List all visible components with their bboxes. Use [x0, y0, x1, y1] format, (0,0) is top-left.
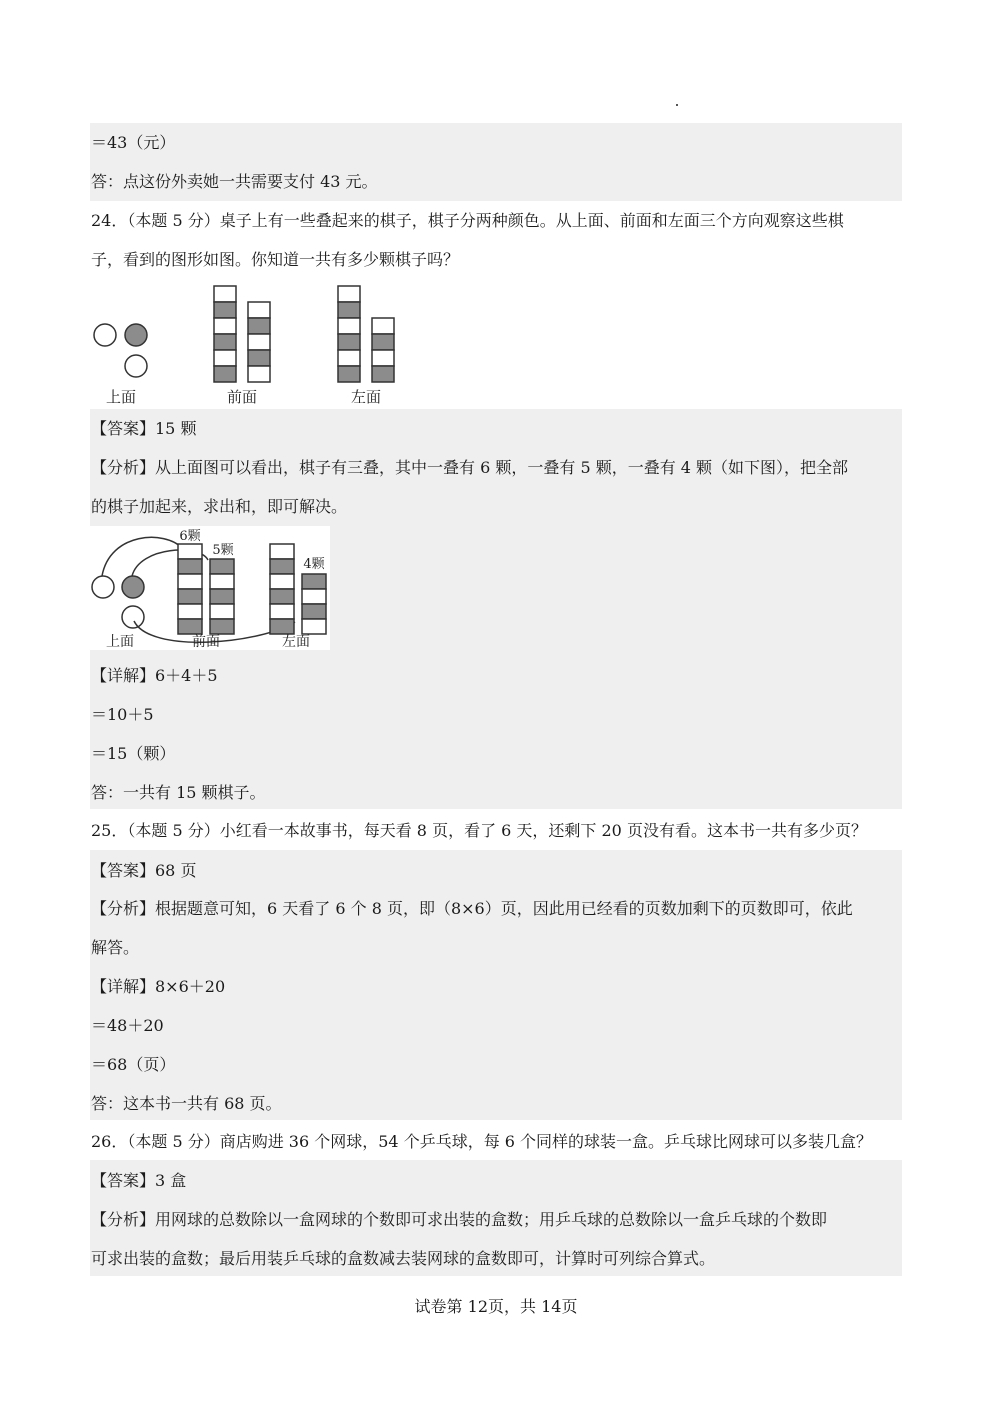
left-view-label: 左面 — [350, 388, 382, 406]
top-view-label: 上面 — [105, 388, 137, 406]
front-view-label: 前面 — [192, 634, 220, 650]
top-view-piece-gray — [125, 324, 147, 346]
q24-stem-line2: 子，看到的图形如图。你知道一共有多少颗棋子吗？ — [91, 250, 460, 269]
left-view — [338, 286, 394, 382]
q26-analysis-line1: 【分析】用网球的总数除以一盒网球的个数即可求出装的盒数；用乒乓球的总数除以一盒乒乓球的个数即 — [91, 1210, 828, 1229]
q25-conclusion: 答：这本书一共有 68 页。 — [91, 1094, 282, 1113]
q24-analysis-line2: 的棋子加起来，求出和，即可解决。 — [91, 497, 348, 516]
count-label-6: 6颗 — [179, 529, 201, 544]
top-view-piece-gray — [122, 576, 144, 598]
q25-detail-line1: 【详解】8×6＋20 — [91, 977, 226, 996]
q24-stem-line1: 24．（本题 5 分）桌子上有一些叠起来的棋子，棋子分两种颜色。从上面、前面和左面三个方向观察这些棋 — [91, 211, 844, 230]
top-view-piece-white — [122, 606, 144, 628]
front-view — [214, 286, 270, 382]
top-view-piece-white — [125, 355, 147, 377]
q25-analysis-line1: 【分析】根据题意可知，6 天看了 6 个 8 页，即（8×6）页，因此用已经看的页数加剩下的页数即可，依此 — [91, 899, 853, 918]
top-view-piece-white — [92, 576, 114, 598]
count-label-4: 4颗 — [303, 557, 325, 572]
q24-detail-line2: ＝10＋5 — [91, 705, 154, 724]
q25-answer: 【答案】68 页 — [91, 861, 197, 880]
left-view-label: 左面 — [282, 634, 310, 650]
top-view — [94, 324, 147, 377]
q25-stem: 25．（本题 5 分）小红看一本故事书，每天看 8 页，看了 6 天，还剩下 20 页没有看。这本书一共有多少页？ — [91, 821, 867, 840]
q24-analysis-figure — [90, 526, 330, 650]
q24-detail-line1: 【详解】6＋4＋5 — [91, 666, 218, 685]
page-footer: 试卷第 12页，共 14页 — [414, 1297, 578, 1316]
top-view-piece-white — [94, 324, 116, 346]
connector-6 — [102, 537, 182, 576]
q26-analysis-line2: 可求出装的盒数；最后用装乒乓球的盒数减去装网球的盒数即可，计算时可列综合算式。 — [91, 1249, 716, 1268]
q26-answer: 【答案】3 盒 — [91, 1171, 187, 1190]
q24-analysis-line1: 【分析】从上面图可以看出，棋子有三叠，其中一叠有 6 颗，一叠有 5 颗，一叠有 4 颗（如下图），把全部 — [91, 458, 849, 477]
top-view-label: 上面 — [106, 634, 134, 650]
q25-detail-line2: ＝48＋20 — [91, 1016, 164, 1035]
q24-conclusion: 答：一共有 15 颗棋子。 — [91, 783, 266, 802]
q23-conclusion: 答：点这份外卖她一共需要支付 43 元。 — [91, 172, 378, 191]
scan-speck — [676, 104, 678, 106]
q24-detail-line3: ＝15（颗） — [91, 744, 176, 763]
q24-answer: 【答案】15 颗 — [91, 419, 197, 438]
q25-analysis-line2: 解答。 — [91, 938, 140, 957]
front-view-label: 前面 — [226, 388, 258, 406]
q24-views-figure — [88, 282, 408, 408]
q26-stem: 26．（本题 5 分）商店购进 36 个网球，54 个乒乓球，每 6 个同样的球装一盒。乒乓球比网球可以多装几盒？ — [91, 1132, 873, 1151]
q23-calc-line: ＝43（元） — [91, 133, 176, 152]
q25-detail-line3: ＝68（页） — [91, 1055, 176, 1074]
count-label-5: 5颗 — [212, 543, 234, 558]
